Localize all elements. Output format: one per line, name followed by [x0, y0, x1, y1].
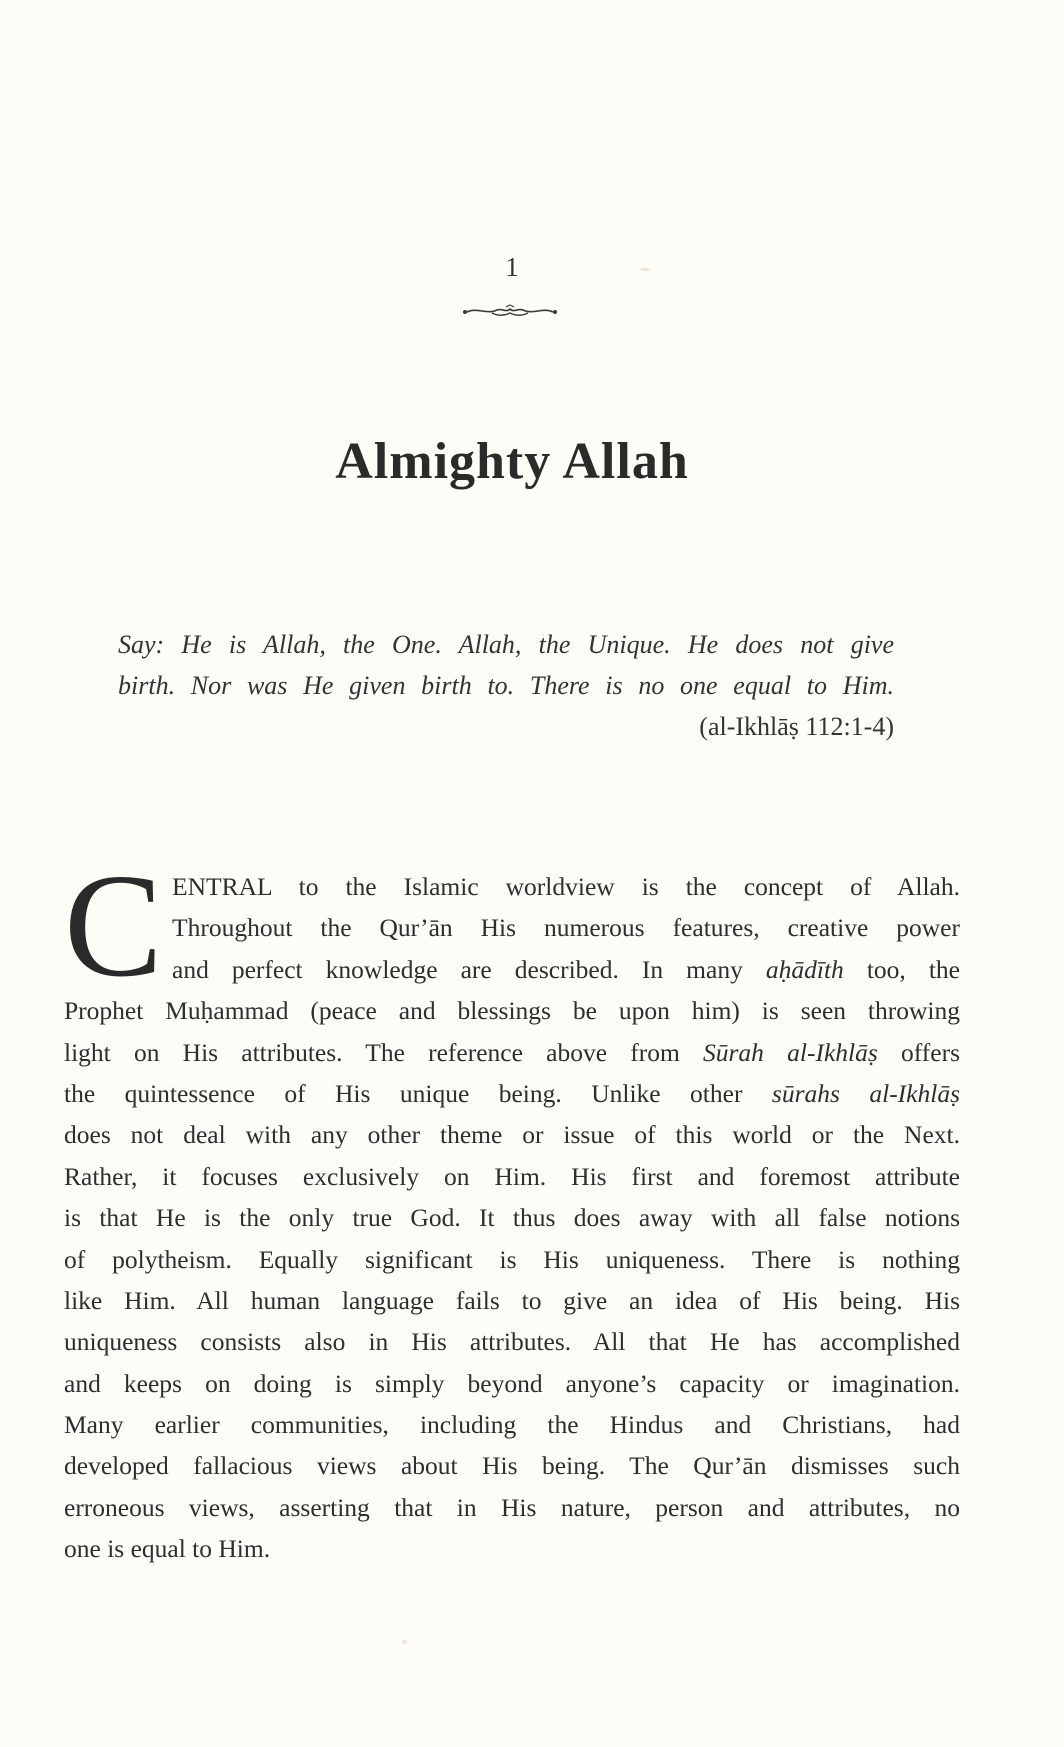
italic-term: sūrahs al-Ikhlāṣ — [771, 1078, 960, 1108]
body-line — [64, 1197, 960, 1238]
body-text-run: does not deal with any other theme or issue of this world or the Next. — [64, 1120, 960, 1150]
body-text-run: erroneous views, asserting that in His nature, person and attributes, no — [64, 1492, 960, 1522]
body-line — [64, 990, 960, 1031]
italic-term: Sūrah al-Ikhlāṣ — [703, 1037, 878, 1067]
chapter-number: 1 — [505, 252, 519, 282]
body-text-run: uniqueness consists also in His attributes. All that He has accomplished — [64, 1327, 960, 1357]
body-line — [64, 1321, 960, 1362]
body-line — [64, 1239, 960, 1280]
body-text-run: one is equal to Him. — [64, 1534, 271, 1564]
decorative-flourish-icon — [462, 304, 558, 318]
body-line — [64, 1032, 960, 1073]
body-text-run: Prophet Muḥammad (peace and blessings be upon him) is seen throwing — [64, 996, 960, 1026]
epigraph-line: Say: He is Allah, the One. Allah, the Unique. He does not give — [118, 630, 894, 659]
epigraph-line: birth. Nor was He given birth to. There is no one equal to Him. — [118, 671, 894, 700]
paper-speck — [640, 268, 650, 271]
body-text-run: of polytheism. Equally significant is His uniqueness. There is nothing — [64, 1244, 960, 1274]
body-text-run: offers — [877, 1037, 960, 1067]
body-line — [64, 1073, 960, 1114]
epigraph-quote — [118, 624, 894, 706]
body-line — [64, 1445, 960, 1486]
body-text-run: and keeps on doing is simply beyond anyone’s capacity or imagination. — [64, 1368, 960, 1398]
body-line — [64, 1280, 960, 1321]
body-line — [64, 949, 960, 990]
body-line — [64, 866, 960, 907]
body-line — [64, 1156, 960, 1197]
epigraph-citation: (al-Ikhlāṣ 112:1-4) — [699, 712, 894, 741]
paper-speck — [402, 1640, 407, 1644]
italic-term: aḥādīth — [765, 954, 844, 984]
body-text-run: Rather, it focuses exclusively on Him. His first and foremost attribute — [64, 1161, 960, 1191]
body-text-run: too, the — [843, 954, 960, 984]
body-text-run: ENTRAL to the Islamic worldview is the concept of Allah. — [172, 872, 960, 901]
body-line — [64, 1404, 960, 1445]
drop-cap: C — [64, 844, 163, 1008]
body-text-run: light on His attributes. The reference above from — [64, 1037, 703, 1067]
body-text-run: is that He is the only true God. It thus does away with all false notions — [64, 1203, 960, 1233]
body-paragraph — [64, 844, 960, 1570]
body-text-run: like Him. All human language fails to give an idea of His being. His — [64, 1285, 960, 1315]
body-text-run: Throughout the Qur’ān His numerous features, creative power — [172, 913, 960, 943]
body-text-run: and perfect knowledge are described. In many — [172, 954, 766, 984]
body-text-run: developed fallacious views about His being. The Qur’ān dismisses such — [64, 1451, 960, 1481]
chapter-title: Almighty Allah — [335, 433, 689, 490]
body-line — [64, 1487, 960, 1528]
body-line — [64, 1528, 960, 1569]
body-line — [64, 1114, 960, 1155]
body-text-run: the quintessence of His unique being. Unlike other — [64, 1078, 772, 1108]
body-line — [64, 907, 960, 948]
epigraph — [118, 624, 894, 747]
body-text-run: Many earlier communities, including the Hindus and Christians, had — [64, 1410, 960, 1440]
body-line — [64, 1363, 960, 1404]
